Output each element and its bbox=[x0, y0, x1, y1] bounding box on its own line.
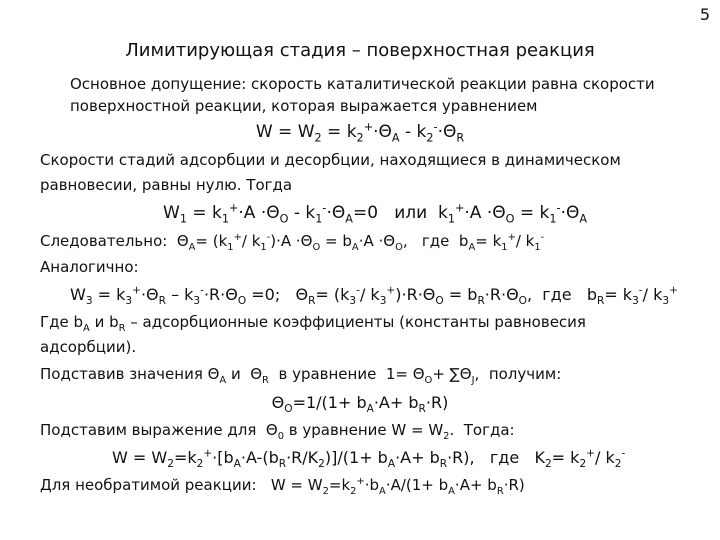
irreversible-line: Для необратимой реакции: $W = W_2=k_2^+\cdot b_A\cdot A/(1+ b_A\cdot A+ b_R\cdot R)$ bbox=[40, 476, 525, 497]
slide-title: Лимитирующая стадия – поверхностная реакция bbox=[125, 40, 595, 61]
stages-line-2: равновесии, равны нулю. Тогда bbox=[40, 176, 293, 194]
equation-w1: $W_1 = k_1^+\cdot A \cdot\Theta_O - k_1^-\cdot\Theta_A=0$ или $k_1^+\cdot A \cdot\Theta_O = k_1^-\cdot\Theta_A$ bbox=[163, 201, 588, 226]
stages-line-1: Скорости стадий адсорбции и десорбции, находящиеся в динамическом bbox=[40, 151, 621, 169]
where-line-1: Где $b_A$ и $b_R$ – адсорбционные коэффициенты (константы равновесия bbox=[40, 313, 586, 334]
assumption-line-1: Основное допущение: скорость каталитической реакции равна скорости bbox=[70, 75, 655, 93]
similarly-label: Аналогично: bbox=[40, 258, 139, 276]
equation-theta0: $\Theta_O=1/(1+ b_A\cdot A+ b_R\cdot R)$ bbox=[271, 393, 449, 416]
consequently-line: Следовательно: $\Theta_A= (k_1^+/$ $k_1^-)\cdot A \cdot\Theta_O = b_A\cdot A \cdot\Theta_O$, где $b_A= k_1^+/$ $k_1^-$ bbox=[40, 232, 545, 253]
page-number: 5 bbox=[699, 5, 710, 24]
substituting-line: Подставив значения $\Theta_A$ и $\Theta_R$ в уравнение $1= \Theta_O+ \sum\Theta_J$, получим: bbox=[40, 365, 562, 386]
equation-w3: $W_3 = k_3^+\cdot\Theta_R - k_3^-\cdot R\cdot\Theta_O =0$; $\Theta_R= (k_3^-/$ $k_3^+)\cdot R\cdot\Theta_O = b_R\cdot R\cdot\Theta_O$, где $b_R= k_3^-/$ $k_3^+$ bbox=[70, 284, 678, 308]
where-line-2: адсорбции). bbox=[40, 338, 137, 356]
equation-rate: $W = W_2 = k_2^+\cdot\Theta_A - k_2^-\cdot\Theta_R$ bbox=[255, 120, 465, 145]
assumption-line-2: поверхностной реакции, которая выражается уравнением bbox=[70, 97, 538, 115]
substitute-expression-line: Подставим выражение для $\Theta_0$ в уравнение $W = W_2$. Тогда: bbox=[40, 421, 515, 442]
equation-final: $W = W_2=k_2^+\cdot[b_A\cdot A-(b_R\cdot R/K_2)]/(1+ b_A\cdot A+ b_R\cdot R)$, где $K_2= k_2^+/$ $k_2^-$ bbox=[112, 447, 626, 471]
